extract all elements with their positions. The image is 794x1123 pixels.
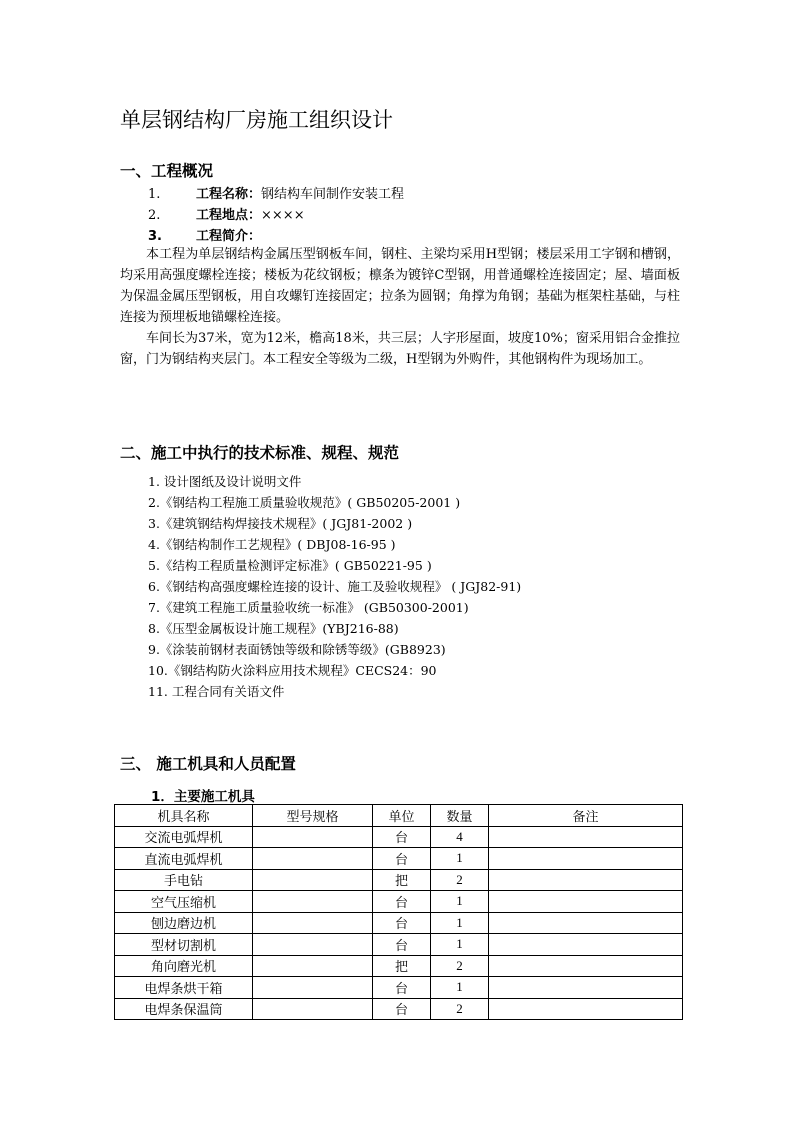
item-number: 1. <box>148 187 161 202</box>
item-value: ×××× <box>261 208 305 223</box>
item-label: 工程地点： <box>196 208 262 223</box>
table-row <box>115 826 683 848</box>
table-cell: 电焊条保温筒 <box>115 998 253 1020</box>
table-cell: 把 <box>373 869 431 891</box>
table-cell: 1 <box>431 891 489 913</box>
table-cell: 2 <box>431 998 489 1020</box>
table-cell <box>253 912 373 934</box>
table-cell <box>253 955 373 977</box>
table-cell <box>253 891 373 913</box>
table-cell <box>253 869 373 891</box>
standard-item-10: 10.《钢结构防火涂料应用技术规程》CECS24：90 <box>148 663 437 678</box>
table-cell <box>253 826 373 848</box>
standard-item-5: 5.《结构工程质量检测评定标准》( GB50221-95 ) <box>148 558 432 573</box>
table-cell <box>253 998 373 1020</box>
table-cell: 1 <box>431 934 489 956</box>
table-row <box>115 912 683 934</box>
table-cell: 空气压缩机 <box>115 891 253 913</box>
table-cell: 1 <box>431 912 489 934</box>
table-cell: 台 <box>373 826 431 848</box>
standard-item-1: 1. 设计图纸及设计说明文件 <box>148 474 302 489</box>
column-header: 单位 <box>373 805 431 827</box>
table-cell: 台 <box>373 934 431 956</box>
table-cell: 2 <box>431 955 489 977</box>
standard-item-6: 6.《钢结构高强度螺栓连接的设计、施工及验收规程》 ( JGJ82-91) <box>148 579 522 594</box>
item-value: 钢结构车间制作安装工程 <box>261 187 405 202</box>
table-cell: 角向磨光机 <box>115 955 253 977</box>
standard-item-8: 8.《压型金属板设计施工规程》(YBJ216-88) <box>148 621 399 636</box>
column-header: 型号规格 <box>253 805 373 827</box>
table-row <box>115 955 683 977</box>
item-label: 工程名称： <box>196 187 262 202</box>
column-header: 备注 <box>489 805 683 827</box>
table-cell <box>489 848 683 870</box>
overview-item-2 <box>148 204 305 223</box>
table-cell: 台 <box>373 977 431 999</box>
table-cell <box>489 977 683 999</box>
table-cell: 台 <box>373 998 431 1020</box>
table-cell: 直流电弧焊机 <box>115 848 253 870</box>
table-row <box>115 977 683 999</box>
equipment-subheading: 1．主要施工机具 <box>151 789 255 805</box>
standard-item-3: 3.《建筑钢结构焊接技术规程》( JGJ81-2002 ) <box>148 516 413 531</box>
table-cell <box>489 869 683 891</box>
equipment-table <box>114 804 683 1020</box>
table-cell: 1 <box>431 977 489 999</box>
table-cell: 1 <box>431 848 489 870</box>
table-row <box>115 848 683 870</box>
table-header-row <box>115 805 683 827</box>
table-cell: 交流电弧焊机 <box>115 826 253 848</box>
item-number: 2. <box>148 208 161 223</box>
table-cell: 台 <box>373 848 431 870</box>
table-row <box>115 869 683 891</box>
standard-item-9: 9.《涂装前钢材表面锈蚀等级和除锈等级》(GB8923) <box>148 642 446 657</box>
column-header: 机具名称 <box>115 805 253 827</box>
table-cell: 2 <box>431 869 489 891</box>
table-cell <box>253 977 373 999</box>
table-cell <box>489 912 683 934</box>
table-cell: 4 <box>431 826 489 848</box>
table-cell <box>253 934 373 956</box>
table-row <box>115 934 683 956</box>
standard-item-2: 2.《钢结构工程施工质量验收规范》( GB50205-2001 ) <box>148 495 461 510</box>
table-cell <box>253 848 373 870</box>
table-row <box>115 891 683 913</box>
overview-item-1 <box>148 183 404 202</box>
table-row <box>115 998 683 1020</box>
item-label: 工程简介： <box>196 229 262 244</box>
table-cell: 电焊条烘干箱 <box>115 977 253 999</box>
table-cell <box>489 826 683 848</box>
section-1-heading: 一、工程概况 <box>120 162 214 180</box>
table-cell <box>489 955 683 977</box>
overview-paragraph-2: 车间长为37米，宽为12米，檐高18米，共三层；人字形屋面，坡度10%；窗采用铝合金推拉窗，门为钢结构夹层门。本工程安全等级为二级，H型钢为外购件，其他钢构件为现场加工。 <box>120 331 680 367</box>
column-header: 数量 <box>431 805 489 827</box>
overview-paragraph-1: 本工程为单层钢结构金属压型钢板车间，钢柱、主梁均采用H型钢；楼层采用工字钢和槽钢，均采用高强度螺栓连接；楼板为花纹钢板；檩条为镀锌C型钢，用普通螺栓连接固定；屋、墙面板为保温金属压型钢板，用自攻螺钉连接固定；拉条为圆钢；角撑为角钢；基础为框架柱基础，与柱连接为预埋板地锚螺栓连接。 <box>120 247 680 325</box>
table-cell: 手电钻 <box>115 869 253 891</box>
item-number: 3. <box>148 229 162 244</box>
table-cell <box>489 934 683 956</box>
section-2-heading: 二、施工中执行的技术标准、规程、规范 <box>120 444 400 462</box>
overview-item-3 <box>148 225 261 244</box>
table-cell: 型材切割机 <box>115 934 253 956</box>
standard-item-4: 4.《钢结构制作工艺规程》( DBJ08-16-95 ) <box>148 537 396 552</box>
table-cell <box>489 891 683 913</box>
table-cell: 台 <box>373 891 431 913</box>
document-title: 单层钢结构厂房施工组织设计 <box>120 108 393 132</box>
standard-item-11: 11. 工程合同有关语文件 <box>148 684 285 699</box>
table-cell <box>489 998 683 1020</box>
section-3-heading: 三、 施工机具和人员配置 <box>120 755 296 773</box>
table-cell: 刨边磨边机 <box>115 912 253 934</box>
standard-item-7: 7.《建筑工程施工质量验收统一标准》 (GB50300-2001) <box>148 600 469 615</box>
table-cell: 把 <box>373 955 431 977</box>
table-cell: 台 <box>373 912 431 934</box>
